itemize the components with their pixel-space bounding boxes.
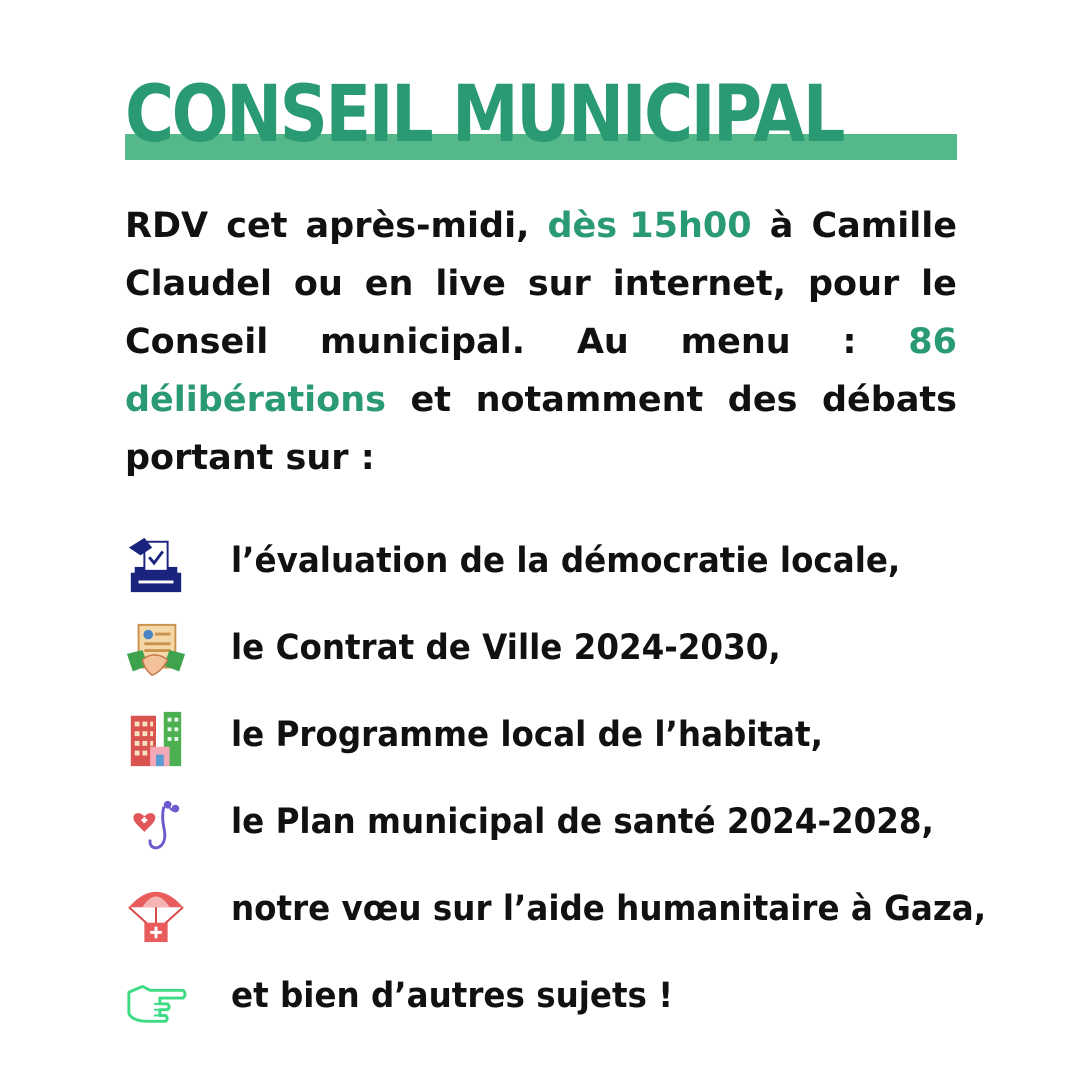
topic-list xyxy=(125,528,1025,1050)
highlight-time: dès 15h00 xyxy=(547,206,752,246)
stethoscope-heart-icon xyxy=(125,795,187,857)
word: après-midi, xyxy=(305,206,530,246)
word: et xyxy=(410,380,452,420)
word: Conseil xyxy=(125,322,269,362)
word: Au xyxy=(576,322,629,362)
word: live xyxy=(435,264,506,304)
word: des xyxy=(727,380,798,420)
intro-line-4 xyxy=(125,380,957,438)
item-label: l’évaluation de la démocratie locale, xyxy=(231,541,901,581)
intro-paragraph xyxy=(125,206,957,496)
intro-line-3 xyxy=(125,322,957,380)
list-item xyxy=(125,615,1025,702)
list-item xyxy=(125,963,1025,1050)
word: notamment xyxy=(475,380,704,420)
word: débats xyxy=(821,380,957,420)
word: ou xyxy=(293,264,343,304)
highlight-deliberations: délibérations xyxy=(125,380,386,420)
pointing-hand-icon xyxy=(125,969,187,1031)
word: menu xyxy=(680,322,791,362)
intro-line-2 xyxy=(125,264,957,322)
word: cet xyxy=(226,206,288,246)
ballot-box-icon xyxy=(125,534,187,596)
intro-line-1 xyxy=(125,206,957,264)
highlight-count: 86 xyxy=(908,322,957,362)
word: Camille xyxy=(811,206,957,246)
item-label: et bien d’autres sujets ! xyxy=(231,976,674,1016)
intro-line-5 xyxy=(125,438,957,496)
word: à xyxy=(769,206,794,246)
item-label: notre vœu sur l’aide humanitaire à Gaza, xyxy=(231,889,987,929)
buildings-icon xyxy=(125,708,187,770)
word: Claudel xyxy=(125,264,273,304)
word: : xyxy=(842,322,857,362)
title-block xyxy=(125,70,957,162)
aid-parachute-icon xyxy=(125,882,187,944)
item-label: le Contrat de Ville 2024-2030, xyxy=(231,628,781,668)
list-item xyxy=(125,702,1025,789)
item-label: le Plan municipal de santé 2024-2028, xyxy=(231,802,934,842)
word: portant sur : xyxy=(125,438,375,478)
word: internet, xyxy=(612,264,787,304)
page-title: CONSEIL MUNICIPAL xyxy=(125,70,843,160)
item-label: le Programme local de l’habitat, xyxy=(231,715,823,755)
list-item xyxy=(125,528,1025,615)
list-item xyxy=(125,789,1025,876)
word: pour xyxy=(807,264,900,304)
word: le xyxy=(921,264,957,304)
word: municipal. xyxy=(320,322,526,362)
list-item xyxy=(125,876,1025,963)
word: RDV xyxy=(125,206,209,246)
word: sur xyxy=(527,264,591,304)
word: en xyxy=(364,264,414,304)
handshake-contract-icon xyxy=(125,621,187,683)
